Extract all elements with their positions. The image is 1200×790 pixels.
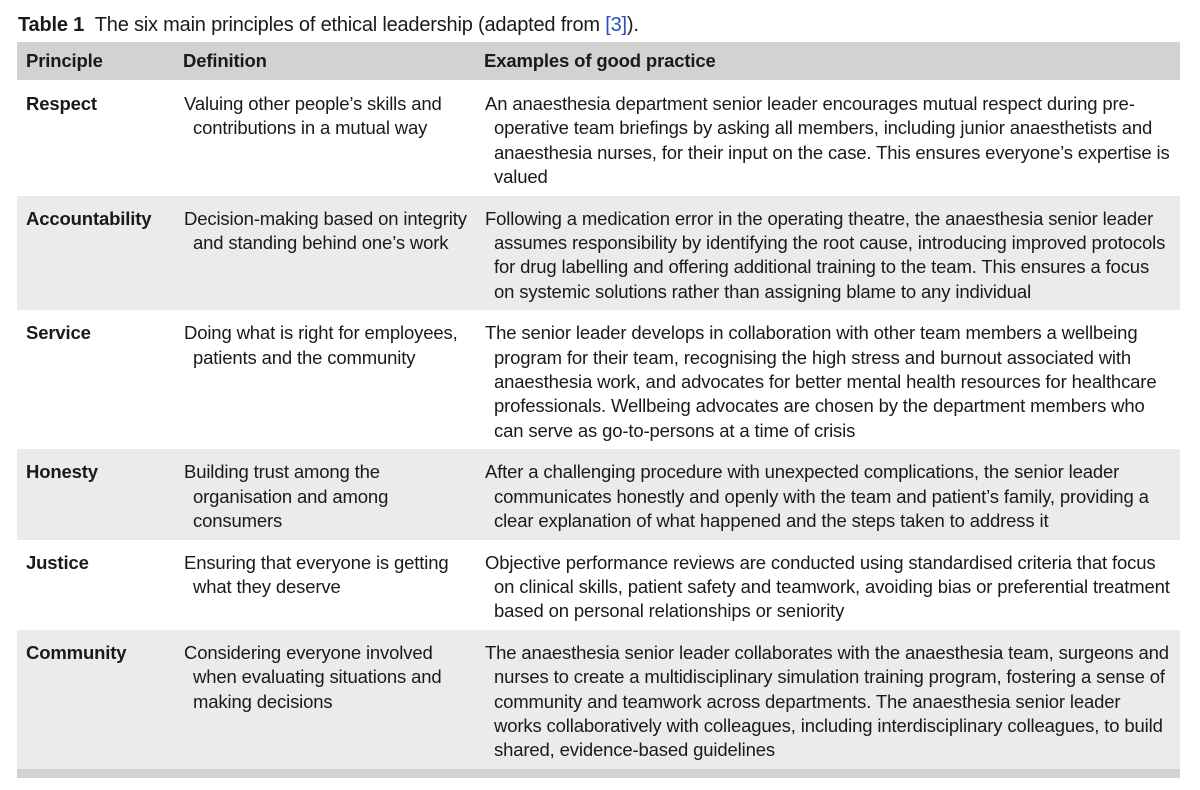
example-cell: An anaesthesia department senior leader encourages mutual respect during pre-operative team briefings by asking all members, including junior anaesthetists and anaesthesia nurses, for their input on the case. This ensures everyone’s expertise is valued — [485, 93, 1170, 188]
table-row — [17, 630, 1180, 769]
principle-cell: Honesty — [17, 449, 174, 539]
definition-cell: Building trust among the organisation and among consumers — [174, 449, 474, 539]
table-row — [17, 310, 1180, 449]
caption-text-end: ). — [626, 14, 639, 36]
example-cell: Following a medication error in the operating theatre, the anaesthesia senior leader assumes responsibility by identifying the root cause, introducing improved protocols for drug labelling and offering additional training to the team. This ensures a focus on systemic solutions rather than assigning blame to any individual — [474, 196, 1180, 311]
example-cell: The anaesthesia senior leader collaborates with the anaesthesia team, surgeons and nurses to create a multidisciplinary simulation training program, fostering a sense of community and teamwork across departments. The anaesthesia senior leader works collaboratively with colleagues, including interdisciplinary colleagues, to build shared, evidence-based guidelines — [474, 630, 1180, 769]
example-cell: Objective performance reviews are conducted using standardised criteria that focus on clinical skills, patient safety and teamwork, avoiding bias or preferential treatment based on personal relationships or seniority — [485, 551, 1170, 622]
table-caption — [18, 12, 639, 38]
table-row — [17, 80, 1180, 196]
table-row — [17, 540, 1180, 630]
reference-link[interactable]: [3] — [605, 14, 627, 36]
header-examples: Examples of good practice — [474, 42, 1180, 80]
header-definition: Definition — [174, 42, 474, 80]
example-cell: The senior leader develops in collaboration with other team members a wellbeing program for their team, recognising the high stress and burnout associated with anaesthesia work, and advocates for better mental health resources for healthcare professionals. Wellbeing advocates are chosen by the department members who can serve as go-to-persons at a time of crisis — [485, 322, 1157, 441]
definition-cell: Doing what is right for employees, patients and the community — [184, 322, 458, 368]
definition-cell: Decision-making based on integrity and standing behind one’s work — [174, 196, 474, 311]
header-principle: Principle — [17, 42, 174, 80]
table-row — [17, 196, 1180, 311]
principle-cell: Community — [17, 630, 174, 769]
principle-cell: Service — [26, 322, 91, 344]
principles-table — [17, 42, 1180, 769]
example-cell: After a challenging procedure with unexpected complications, the senior leader communicates honestly and openly with the team and patient’s family, providing a clear explanation of what happened and the steps taken to address it — [474, 449, 1180, 539]
definition-cell: Valuing other people’s skills and contributions in a mutual way — [184, 93, 442, 139]
definition-cell: Ensuring that everyone is getting what they deserve — [184, 551, 449, 597]
table-label: Table 1 — [18, 14, 85, 36]
principle-cell: Justice — [26, 551, 89, 573]
table-header-row — [17, 42, 1180, 80]
principle-cell: Accountability — [17, 196, 174, 311]
table-row — [17, 449, 1180, 539]
definition-cell: Considering everyone involved when evaluating situations and making decisions — [174, 630, 474, 769]
principle-cell: Respect — [26, 93, 97, 114]
table-bottom-rule — [17, 769, 1180, 778]
caption-text: The six main principles of ethical leadership (adapted from — [94, 14, 606, 36]
